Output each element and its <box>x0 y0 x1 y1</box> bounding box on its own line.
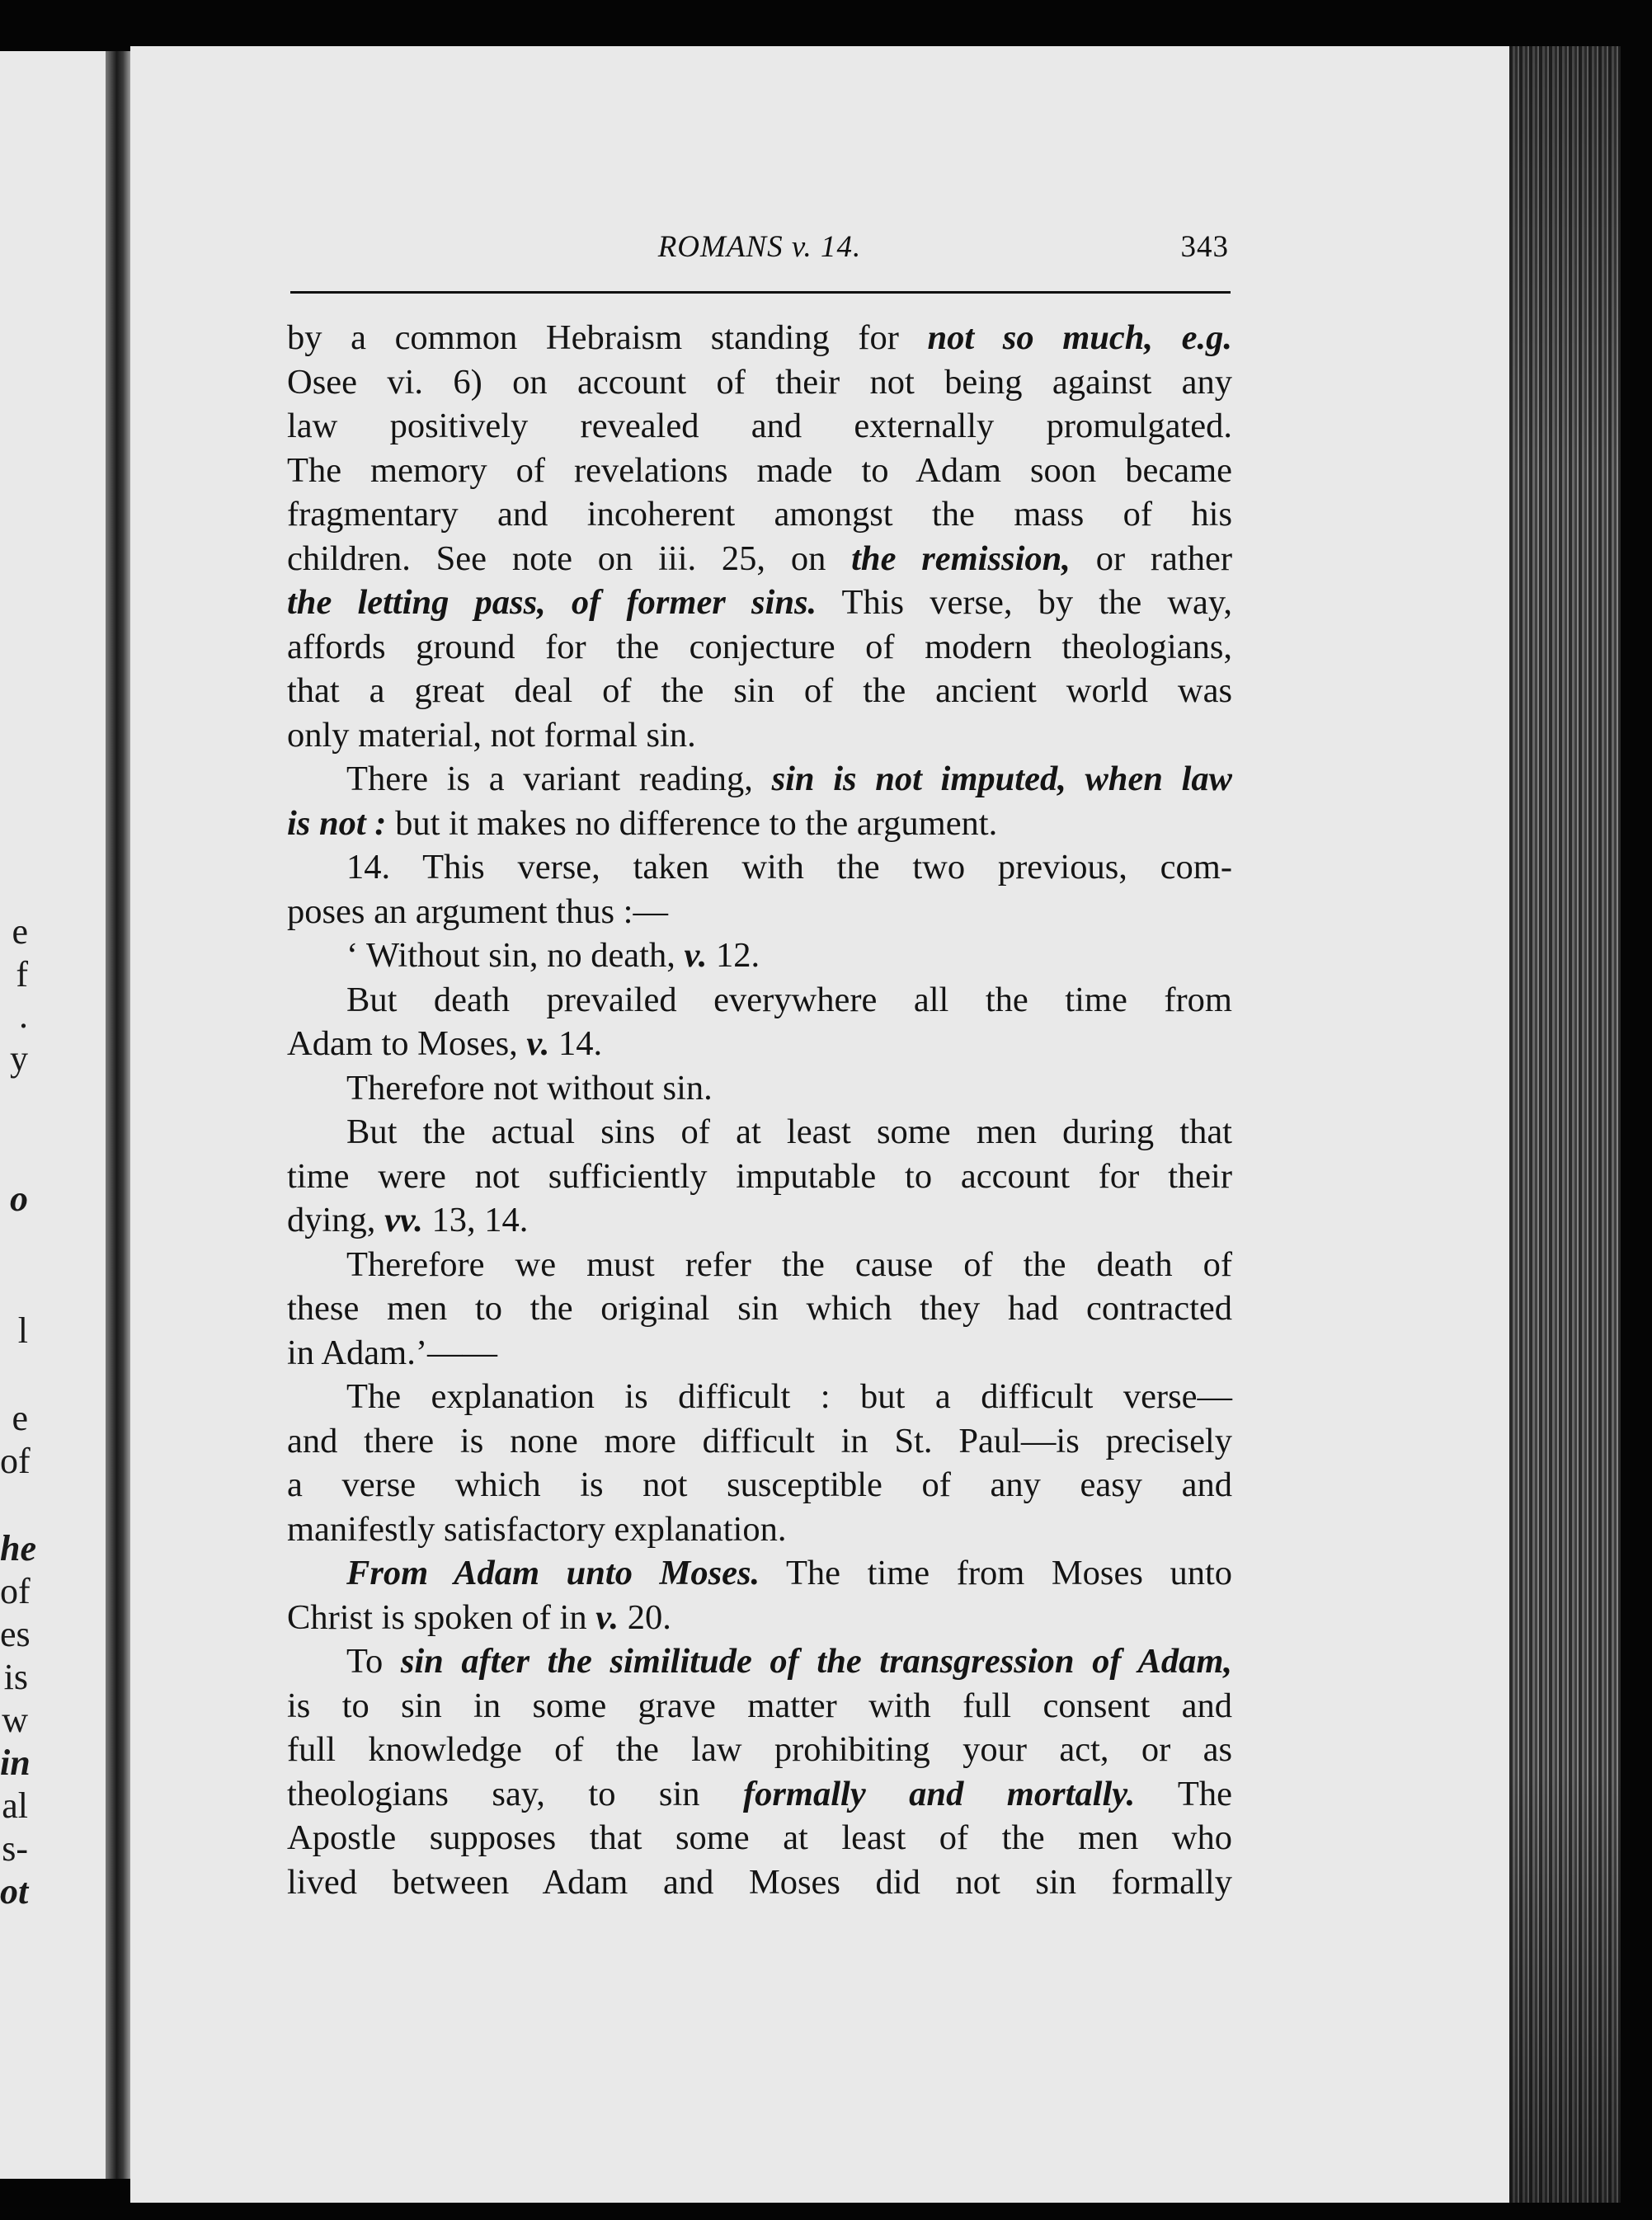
page-header <box>290 229 1229 270</box>
left-fragment: al <box>2 1785 28 1826</box>
text-line: time were not sufficiently imputable to account for their <box>287 1156 1232 1196</box>
text-line: is not : but it makes no difference to the argument. <box>287 803 998 843</box>
left-fragment: . <box>19 995 28 1036</box>
text-line: the letting pass, of former sins. This verse, by the way, <box>287 583 1232 622</box>
text-line: is to sin in some grave matter with full consent and <box>287 1686 1232 1725</box>
left-fragment: he <box>0 1528 36 1569</box>
page-number: 343 <box>1180 230 1229 264</box>
text-line: by a common Hebraism standing for not so much, e.g. <box>287 318 1232 357</box>
header-rule <box>290 291 1231 294</box>
text-line: manifestly satisfactory explanation. <box>287 1509 787 1549</box>
text-line: lived between Adam and Moses did not sin formally <box>287 1862 1232 1902</box>
text-line: and there is none more difficult in St. Paul—is precisely <box>287 1421 1232 1460</box>
text-line: Apostle supposes that some at least of the men who <box>287 1818 1232 1857</box>
text-line: theologians say, to sin formally and mortally. The <box>287 1774 1232 1813</box>
left-fragment: ot <box>0 1871 29 1912</box>
text-line: But death prevailed everywhere all the time from <box>346 980 1232 1019</box>
left-fragment: in <box>0 1743 31 1783</box>
text-line: poses an argument thus :— <box>287 891 668 931</box>
left-fragment: of <box>0 1571 31 1611</box>
text-line: ‘ Without sin, no death, v. 12. <box>346 936 760 975</box>
left-fragment: of <box>0 1441 31 1481</box>
left-fragment: e <box>12 1398 28 1438</box>
left-fragment: l <box>17 1310 28 1351</box>
text-line: affords ground for the conjecture of modern theologians, <box>287 627 1232 666</box>
text-line: these men to the original sin which they had contracted <box>287 1289 1232 1328</box>
text-line: Therefore we must refer the cause of the death of <box>346 1244 1232 1284</box>
left-fragment: e <box>12 911 28 952</box>
text-line: law positively revealed and externally promulgated. <box>287 407 1232 445</box>
left-fragment: s- <box>2 1828 28 1869</box>
book-gutter <box>106 51 130 2179</box>
running-title: ROMANS v. 14. <box>657 230 862 264</box>
text-line: dying, vv. 13, 14. <box>287 1201 529 1239</box>
text-line: The explanation is difficult : but a difficult verse— <box>346 1377 1232 1416</box>
text-line: fragmentary and incoherent amongst the mass of his <box>287 495 1232 534</box>
text-line: Adam to Moses, v. 14. <box>287 1024 603 1063</box>
text-line: Osee vi. 6) on account of their not being against any <box>287 362 1232 402</box>
left-fragment: w <box>2 1700 28 1740</box>
left-fragment: es <box>0 1614 31 1654</box>
text-line: There is a variant reading, sin is not imputed, when law <box>346 760 1232 798</box>
text-line: But the actual sins of at least some men during that <box>346 1112 1232 1151</box>
left-fragment: o <box>10 1178 28 1219</box>
text-line: only material, not formal sin. <box>287 715 696 755</box>
text-line: Therefore not without sin. <box>346 1068 713 1108</box>
page-edges-shade <box>1509 46 1621 2203</box>
text-line: Christ is spoken of in v. 20. <box>287 1597 671 1637</box>
left-fragment: y <box>10 1038 28 1079</box>
text-line: From Adam unto Moses. The time from Moses unto <box>346 1554 1233 1592</box>
page-body <box>287 316 1232 1904</box>
text-line: The memory of revelations made to Adam soon became <box>287 450 1232 490</box>
left-fragment: f <box>16 954 28 995</box>
text-line: that a great deal of the sin of the ancient world was <box>287 671 1232 710</box>
text-line: full knowledge of the law prohibiting your act, or as <box>287 1730 1232 1769</box>
text-line: 14. This verse, taken with the two previous, com- <box>346 848 1232 887</box>
text-line: To sin after the similitude of the transgression of Adam, <box>346 1642 1232 1681</box>
text-line: in Adam.’—— <box>287 1333 497 1372</box>
text-line: a verse which is not susceptible of any easy and <box>287 1465 1232 1504</box>
left-fragment: is <box>3 1657 28 1697</box>
text-line: children. See note on iii. 25, on the remission, or rather <box>287 539 1232 578</box>
